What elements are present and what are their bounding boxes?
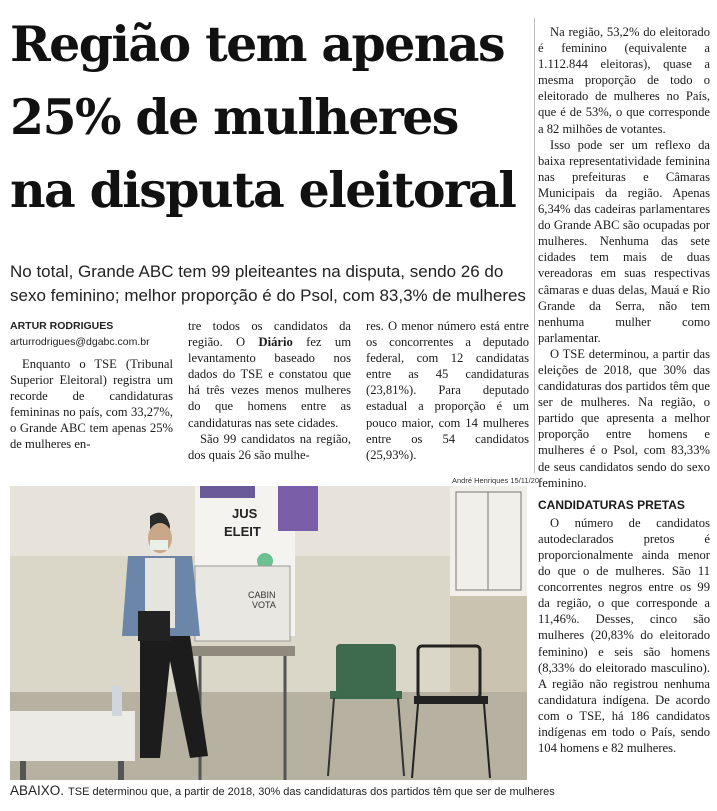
article-column-1 xyxy=(10,356,173,453)
article-column-4 xyxy=(538,24,710,756)
paragraph xyxy=(188,318,351,431)
headline-line-2: 25% de mulheres xyxy=(10,88,458,146)
author-byline: ARTUR RODRIGUES xyxy=(10,320,114,332)
paragraph: Isso pode ser um reflexo da baixa representatividade feminina nas prefeituras e Câmaras Municipais da região. Apenas 6,34% das cadeiras parlamentares do Grande ABC são ocupadas por mulheres. Nenhuma das sete cidades tem mais de duas vereadoras em suas respectivas câmaras e duas delas, Mauá e Rio Grande da Serra, não tem nenhuma mulher como parlamentar. xyxy=(538,137,710,345)
voting-booth-photo xyxy=(10,486,527,780)
urn-text-1: CABIN xyxy=(248,590,276,600)
headline xyxy=(10,8,525,227)
newspaper-name: Diário xyxy=(258,335,293,350)
article-column-2 xyxy=(188,318,351,463)
photo-illustration xyxy=(10,486,527,780)
column-divider xyxy=(534,18,535,473)
caption-label: ABAIXO. xyxy=(10,783,65,798)
headline-line-3: na disputa eleitoral xyxy=(10,161,516,219)
photo-credit: André Henriques 15/11/20 xyxy=(452,476,540,485)
caption-text: TSE determinou que, a partir de 2018, 30% das candidaturas dos partidos têm que ser de mulheres xyxy=(68,786,555,798)
paragraph-text: fez um levantamento baseado nos dados do TSE e constatou que há três vezes menos mulheres do que homens entre as candidaturas nas sete cidades. xyxy=(188,335,351,430)
paragraph: São 99 candidatos na região, dos quais 26 são mulhe- xyxy=(188,431,351,462)
article-column-3 xyxy=(366,318,529,463)
photo-caption xyxy=(10,783,555,799)
author-email: arturrodrigues@dgabc.com.br xyxy=(10,336,150,348)
sign-text-1: JUS xyxy=(232,506,258,521)
urn-text-2: VOTA xyxy=(252,600,276,610)
paragraph: res. O menor número está entre os concorrentes a deputado federal, com 12 candidatas entre as 45 candidaturas (23,81%). Para deputado estadual a proporção é um pouco maior, com 14 mulheres entre os 54 candidatos (25,93%). xyxy=(366,319,529,462)
paragraph: Enquanto o TSE (Tribunal Superior Eleitoral) registra um recorde de candidaturas femininas no país, com 33,27%, o Grande ABC tem apenas 25% de mulheres en- xyxy=(10,357,173,452)
paragraph: O TSE determinou, a partir das eleições de 2018, que 30% das candidaturas dos partidos têm que ser de mulheres. Na região, o partido que apresenta a melhor proporção entre homens e mulheres é o Psol, com 83,33% de seus candidatos sendo do sexo feminino. xyxy=(538,346,710,490)
headline-line-1: Região tem apenas xyxy=(10,15,504,73)
sign-text-2: ELEIT xyxy=(224,524,261,539)
paragraph: Na região, 53,2% do eleitorado é feminino (equivalente a 1.112.844 eleitoras), quase a mesma proporção de todo o eleitorado de mulheres no País, que é de 53%, o que corresponde a 82 milhões de votantes. xyxy=(538,25,710,136)
subheadline: No total, Grande ABC tem 99 pleiteantes na disputa, sendo 26 do sexo feminino; melhor proporção é do Psol, com 83,3% de mulheres xyxy=(10,262,526,305)
paragraph-text: tre todos os candidatos da região. O xyxy=(188,319,351,350)
section-title: CANDIDATURAS PRETAS xyxy=(538,497,685,512)
paragraph: O número de candidatos autodeclarados pretos é proporcionalmente ainda menor do que o de mulheres. São 11 concorrentes negros entre os 99 da região, o que corresponde a 11,46%. Desses, cinco são mulheres (20,83% do eleitorado feminino) e seis são homens (8,33% do eleitorado masculino). A região não registrou nenhuma candidatura indígena. De acordo com o TSE, há 186 candidatos indígenas em todo o País, sendo 104 homens e 82 mulheres. xyxy=(538,515,710,756)
